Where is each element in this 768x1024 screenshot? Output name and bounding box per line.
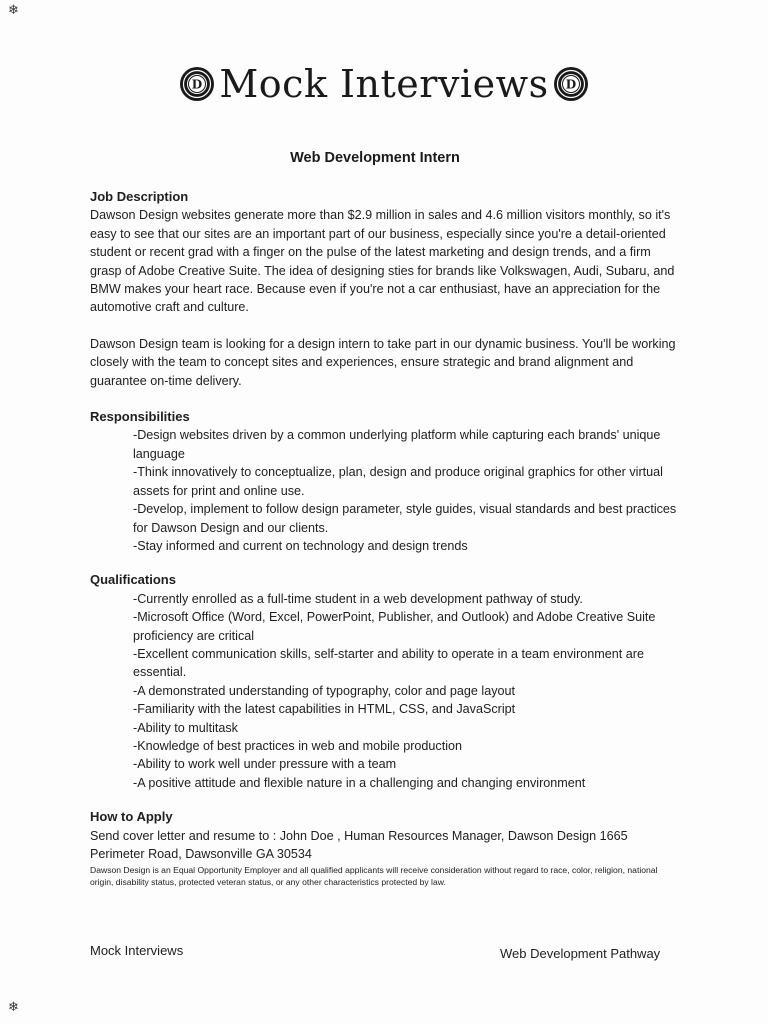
list-item: -A demonstrated understanding of typography, color and page layout [133, 683, 516, 698]
list-item: -Knowledge of best practices in web and mobile production [133, 738, 463, 753]
list-item: -Currently enrolled as a full-time student in a web development pathway of study. [133, 591, 583, 606]
list-item: -A positive attitude and flexible nature in a challenging and changing environment [133, 775, 586, 790]
responsibilities-list [90, 426, 680, 555]
school-seal-left-icon [179, 66, 215, 102]
seal-letter: D [192, 77, 203, 92]
footer-left: Mock Interviews [90, 943, 184, 958]
list-item: -Ability to work well under pressure with a team [133, 757, 397, 772]
job-description-heading: Job Description [90, 189, 189, 204]
list-item: -Develop, implement to follow design parameter, style guides, visual standards and best practices for Dawson Design and our clients. [133, 502, 677, 535]
list-item: -Microsoft Office (Word, Excel, PowerPoint, Publisher, and Outlook) and Adobe Creative Suite proficiency are critical [133, 610, 656, 643]
seal-letter: D [565, 77, 576, 92]
title-banner [0, 56, 768, 112]
qualifications-list [90, 590, 680, 792]
job-description-paragraph-2: Dawson Design team is looking for a design intern to take part in our dynamic business. You'll be working closely with the team to concept sites and experiences, ensure strategic and brand alignment and guarantee on-time delivery. [90, 336, 676, 388]
page-title: Mock Interviews [219, 62, 549, 106]
list-item: -Excellent communication skills, self-starter and ability to operate in a team environment are essential. [133, 646, 644, 680]
responsibilities-heading: Responsibilities [90, 409, 190, 425]
job-title: Web Development Intern [290, 150, 460, 166]
eeo-disclaimer: Dawson Design is an Equal Opportunity Employer and all qualified applicants will receive consideration without regard to race, color, religion, national origin, disability status, protected veteran status, or any other characteristics protected by law. [90, 865, 658, 888]
list-item: -Think innovatively to conceptualize, plan, design and produce original graphics for other virtual assets for print and online use. [133, 465, 663, 498]
list-item: -Ability to multitask [133, 720, 238, 735]
scan-mark-top: ❄ [8, 3, 19, 18]
document-body [90, 188, 680, 888]
list-item: -Stay informed and current on technology and design trends [133, 538, 468, 553]
list-item: -Familiarity with the latest capabilities in HTML, CSS, and JavaScript [133, 702, 516, 717]
footer-right: Web Development Pathway [500, 946, 661, 961]
list-item: -Design websites driven by a common underlying platform while capturing each brands' unique language [133, 428, 661, 461]
school-seal-right-icon [553, 66, 589, 102]
job-description-paragraph-1: Dawson Design websites generate more than $2.9 million in sales and 4.6 million visitors monthly, so it's easy to see that our sites are an important part of our business, especially since you're a detail-oriented student or recent grad with a finger on the pulse of the latest marketing and design trends, and a firm grasp of Adobe Creative Suite. The idea of designing sties for brands like Volkswagen, Audi, Subaru, and BMW makes your heart race. Because even if you're not a car enthusiast, have an appreciation for the automotive craft and culture. [90, 208, 675, 315]
how-to-apply-heading: How to Apply [90, 809, 173, 825]
qualifications-heading: Qualifications [90, 572, 176, 588]
how-to-apply-text: Send cover letter and resume to : John Doe , Human Resources Manager, Dawson Design 1665 Perimeter Road, Dawsonville GA 30534 [90, 828, 628, 861]
scan-mark-bottom: ❄ [8, 1000, 19, 1015]
